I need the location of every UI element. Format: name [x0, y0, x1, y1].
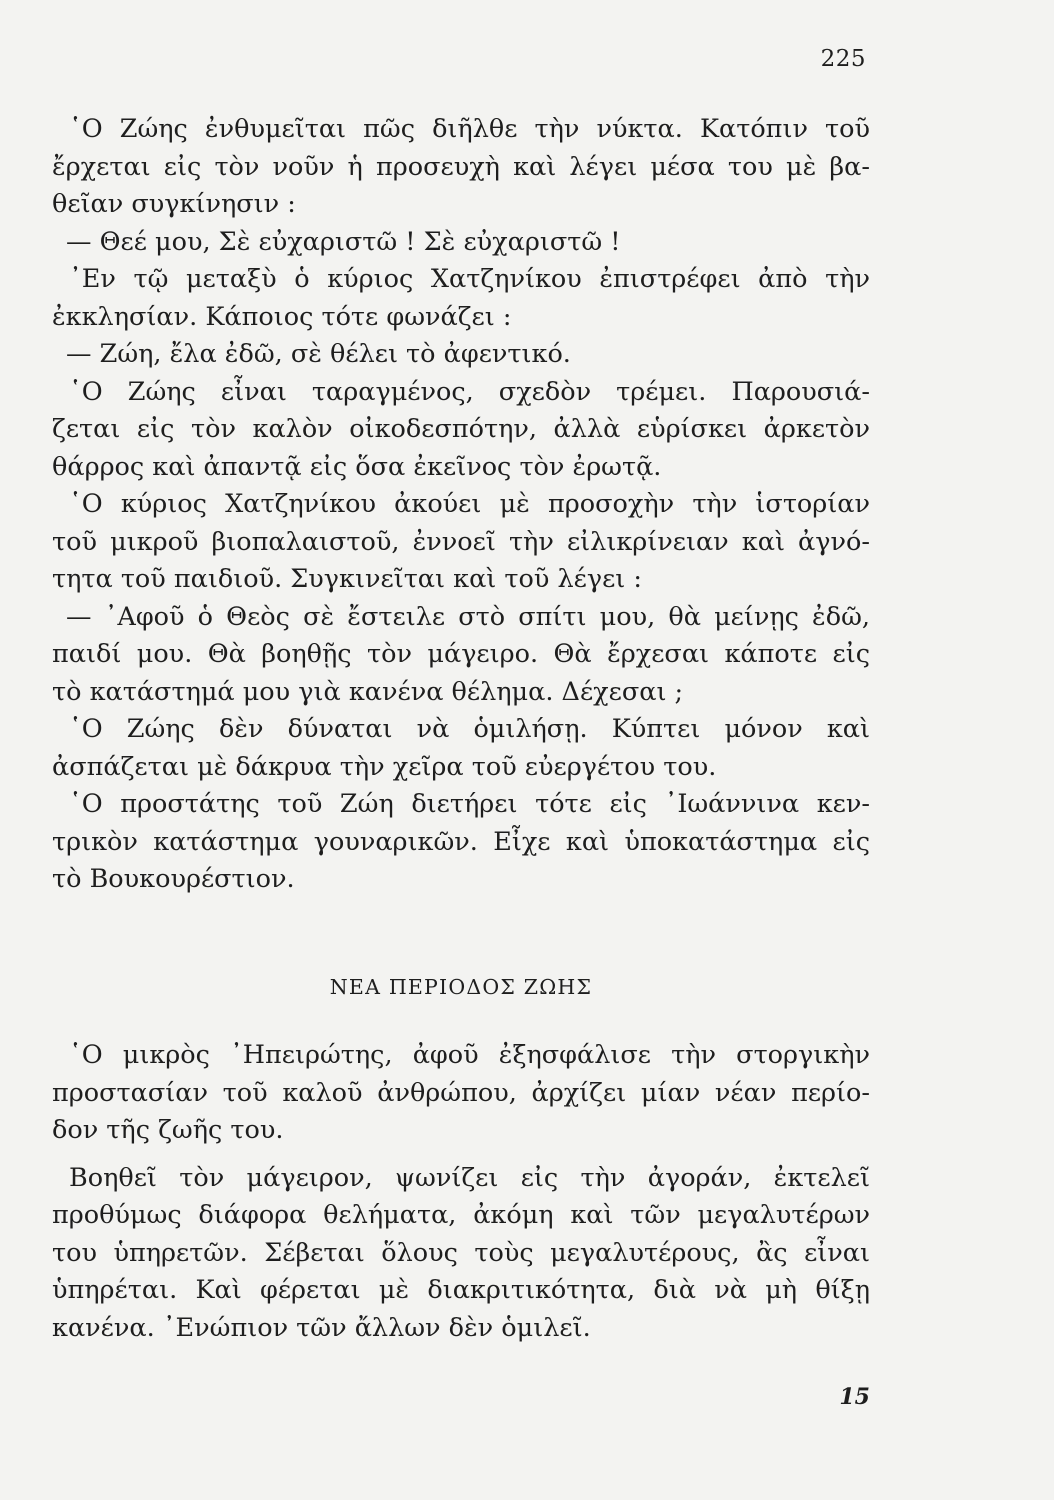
- body-text-section-1: [52, 111, 870, 899]
- text-line: ῾Ο Ζώης δὲν δύναται νὰ ὁμιλήσῃ. Κύπτει μόνον καὶ: [69, 714, 870, 744]
- text-line: ῾Ο προστάτης τοῦ Ζώη διετήρει τότε εἰς ᾿Ιωάννινα κεν-: [69, 789, 870, 819]
- text-line: τὸ κατάστημά μου γιὰ κανένα θέλημα. Δέχεσαι ;: [52, 676, 684, 707]
- text-line: ᾿Εν τῷ μεταξὺ ὁ κύριος Χατζηνίκου ἐπιστρέφει ἀπὸ τὴν: [69, 264, 870, 294]
- section-heading: ΝΕΑ ΠΕΡΙΟΔΟΣ ΖΩΗΣ: [329, 975, 593, 999]
- text-line: ῾Ο Ζώης εἶναι ταραγμένος, σχεδὸν τρέμει. Παρουσιά-: [69, 376, 870, 407]
- text-line: τητα τοῦ παιδιοῦ. Συγκινεῖται καὶ τοῦ λέγει :: [52, 564, 642, 594]
- text-line: τρικὸν κατάστημα γουναρικῶν. Εἶχε καὶ ὑποκατάστημα εἰς: [52, 826, 870, 857]
- text-line: παιδί μου. Θὰ βοηθῇς τὸν μάγειρο. Θὰ ἔρχεσαι κάποτε εἰς: [52, 639, 870, 669]
- dialogue-line: — ᾿Αφοῦ ὁ Θεὸς σὲ ἔστειλε στὸ σπίτι μου, θὰ μείνῃς ἐδῶ,: [66, 601, 870, 632]
- signature-mark: 15: [839, 1384, 870, 1410]
- body-text-section-2: [52, 1037, 870, 1347]
- dialogue-line: — Ζώη, ἔλα ἐδῶ, σὲ θέλει τὸ ἀφεντικό.: [66, 339, 571, 369]
- text-line: ῾Ο Ζώης ἐνθυμεῖται πῶς διῆλθε τὴν νύκτα. Κατόπιν τοῦ: [69, 114, 870, 144]
- text-line: θεῖαν συγκίνησιν :: [52, 189, 296, 219]
- text-line: δον τῆς ζωῆς του.: [52, 1115, 284, 1145]
- dialogue-line: — Θεέ μου, Σὲ εὐχαριστῶ ! Σὲ εὐχαριστῶ !: [66, 226, 621, 257]
- text-line: ἔρχεται εἰς τὸν νοῦν ἡ προσευχὴ καὶ λέγει μέσα του μὲ βα-: [52, 151, 870, 182]
- text-line: ὑπηρέται. Καὶ φέρεται μὲ διακριτικότητα, διὰ νὰ μὴ θίξῃ: [52, 1275, 870, 1305]
- text-line: ῾Ο κύριος Χατζηνίκου ἀκούει μὲ προσοχὴν τὴν ἱστορίαν: [69, 489, 870, 519]
- text-line: προθύμως διάφορα θελήματα, ἀκόμη καὶ τῶν μεγαλυτέρων: [52, 1200, 870, 1230]
- text-line: θάρρος καὶ ἀπαντᾷ εἰς ὅσα ἐκεῖνος τὸν ἐρωτᾷ.: [52, 451, 662, 482]
- text-line: ζεται εἰς τὸν καλὸν οἰκοδεσπότην, ἀλλὰ εὑρίσκει ἀρκετὸν: [52, 414, 870, 444]
- text-line: τοῦ μικροῦ βιοπαλαιστοῦ, ἐννοεῖ τὴν εἰλικρίνειαν καὶ ἀγνό-: [52, 526, 870, 557]
- page-number: 225: [820, 46, 866, 72]
- text-line: προστασίαν τοῦ καλοῦ ἀνθρώπου, ἀρχίζει μίαν νέαν περίο-: [52, 1077, 870, 1108]
- text-line: κανένα. ᾿Ενώπιον τῶν ἄλλων δὲν ὁμιλεῖ.: [52, 1312, 591, 1343]
- text-line: ἀσπάζεται μὲ δάκρυα τὴν χεῖρα τοῦ εὐεργέτου του.: [52, 751, 717, 782]
- text-line: ῾Ο μικρὸς ᾿Ηπειρώτης, ἀφοῦ ἐξησφάλισε τὴν στοργικὴν: [69, 1040, 870, 1070]
- text-line: τὸ Βουκουρέστιον.: [52, 864, 295, 894]
- text-line: του ὑπηρετῶν. Σέβεται ὅλους τοὺς μεγαλυτέρους, ἂς εἶναι: [52, 1237, 870, 1268]
- text-line: Βοηθεῖ τὸν μάγειρον, ψωνίζει εἰς τὴν ἀγοράν, ἐκτελεῖ: [69, 1162, 870, 1193]
- text-line: ἐκκλησίαν. Κάποιος τότε φωνάζει :: [52, 301, 512, 332]
